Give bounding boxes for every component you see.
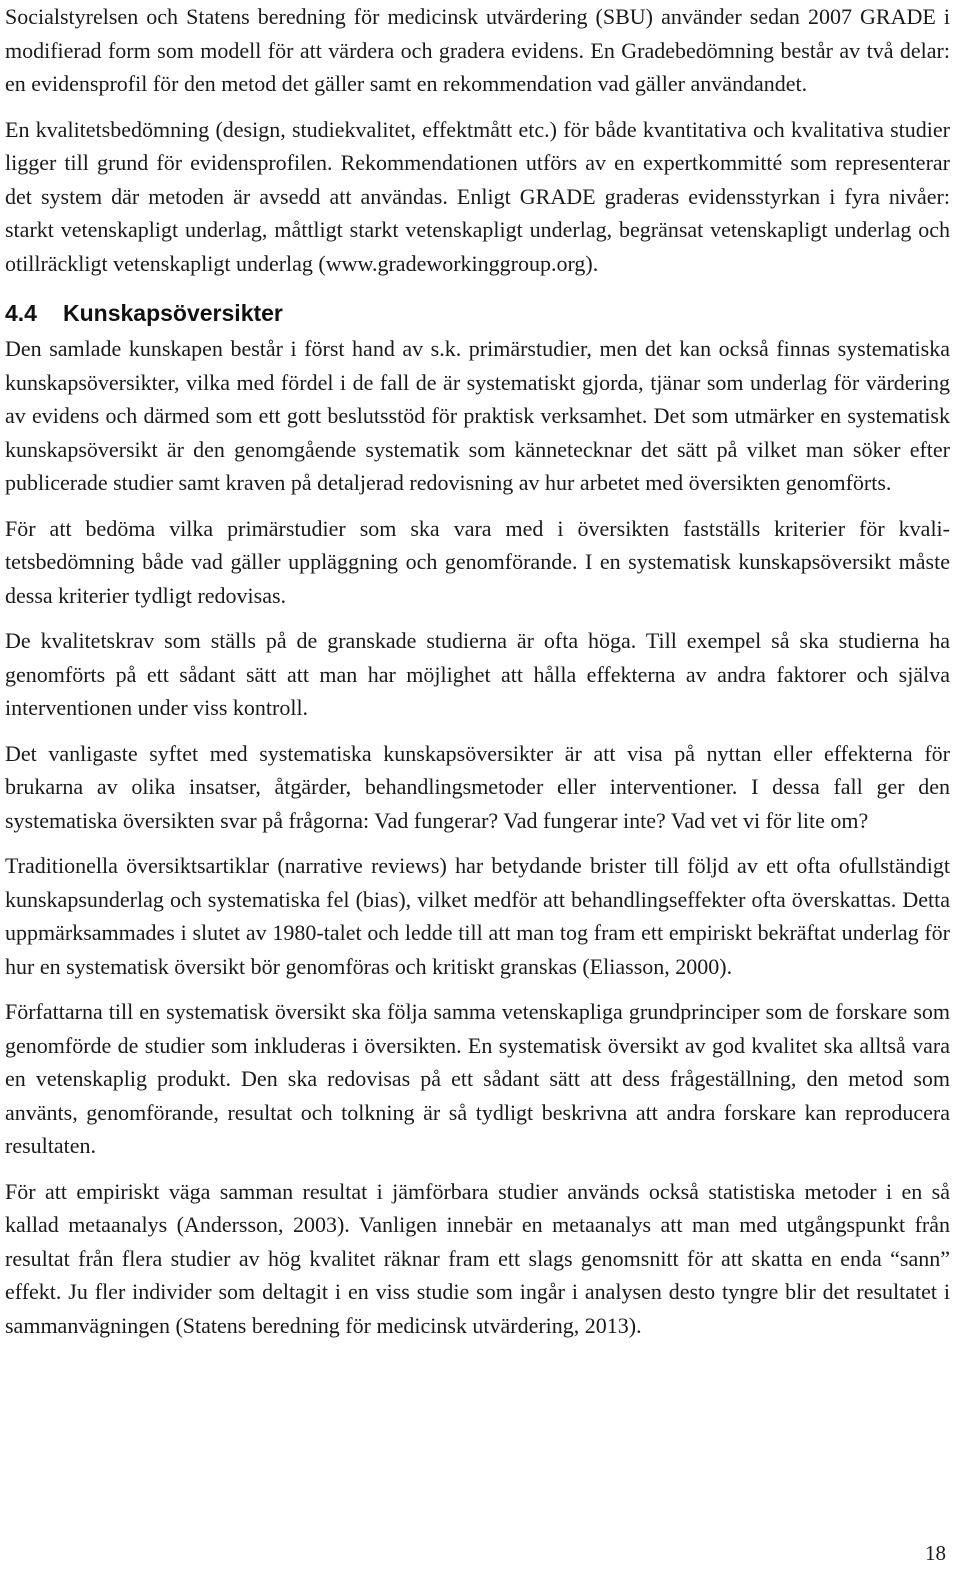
section-heading (5, 298, 950, 328)
paragraph-grade-intro: Socialstyrelsen och Statens beredning för medicinsk utvärdering (SBU) använder sedan 2007 GRADE i modifierad form som modell för att värdera och gradera evidens. En Gradebedömning består av två delar: en evidensprofil för den metod det gäller samt en rekommendation vad gäller användandet. (5, 4, 950, 96)
paragraph-purpose: Det vanligaste syftet med systematiska kunskapsöversikter är att visa på nyttan eller effekterna för brukarna av olika insatser, åtgärder, behandlingsmetoder eller interventioner. I dessa fall ger den systematiska översikten svar på frågorna: Vad fungerar? Vad fungerar inte? Vad vet vi för lite om? (5, 740, 950, 833)
paragraph-primary-studies: För att bedöma vilka primärstudier som ska vara med i översikten fastställs kriterier för kvalitetsbedömning både vad gäller uppläggning och genomförande. I en systematisk kunskapsöversikt måste dessa kriterier tydligt redovisas. (5, 515, 950, 608)
document-page (5, 0, 950, 1342)
paragraph-authors: Författarna till en systematisk översikt ska följa samma vetenskapliga grundprinciper som de forskare som genomförde de studier som inkluderas i översikten. En systematisk översikt av god kvalitet ska alltså vara en vetenskaplig produkt. Den ska redovisas på ett sådant sätt att dess frågeställning, den metod som använts, genomförande, resultat och tolkning är så tydligt beskrivna att andra forskare kan reproducera resultaten. (5, 999, 950, 1158)
section-title: Kunskapsöversikter (63, 300, 283, 326)
section-number: 4.4 (5, 300, 37, 326)
paragraph-quality-requirements: De kvalitetskrav som ställs på de granskade studierna är ofta höga. Till exempel så ska studierna ha genomförts på ett sådant sätt att man har möjlighet att hålla effekterna av andra faktorer och själva interventionen under viss kontroll. (5, 628, 950, 720)
paragraph-narrative-reviews: Traditionella översiktsartiklar (narrative reviews) har betydande brister till följd av ett ofta ofullständigt kunskapsunderlag och systematiska fel (bias), vilket medför att behandlingseffekter ofta överskattas. Detta uppmärksammades i slutet av 1980-talet och ledde till att man tog fram ett empiriskt bekräftat underlag för hur en systematisk översikt bör genomföras och kritiskt granskas (Eliasson, 2000). (5, 853, 950, 979)
paragraph-quality-assessment: En kvalitetsbedömning (design, studiekvalitet, effektmått etc.) för både kvantitativa och kvalitativa studier ligger till grund för evidensprofilen. Rekommendationen utförs av en expertkommitté som representerar det system där metoden är avsedd att användas. Enligt GRADE graderas evidensstyrkan i fyra nivåer: starkt vetenskapligt underlag, måttligt starkt vetenskapligt underlag, begränsat vetenskapligt underlag och otillräckligt vetenskapligt underlag (www.gradeworkinggroup.org). (5, 116, 950, 276)
paragraph-meta-analysis: För att empiriskt väga samman resultat i jämförbara studier används också statistiska metoder i en så kallad metaanalys (Andersson, 2003). Vanligen innebär en metaanalys att man med utgångspunkt från resultat från flera studier av hög kvalitet räknar fram ett slags genomsnitt för att skatta en enda “sann” effekt. Ju fler individer som deltagit i en viss studie som ingår i analysen desto tyngre blir det resultatet i sammanvägningen (Statens beredning för medicinsk utvärdering, 2013). (5, 1178, 950, 1338)
page-number: 18 (925, 1541, 946, 1565)
paragraph-knowledge-base: Den samlade kunskapen består i först hand av s.k. primärstudier, men det kan också finnas systematiska kunskapsöversikter, vilka med fördel i de fall de är systematiskt gjorda, tjänar som underlag för värdering av evidens och därmed som ett gott beslutsstöd för praktisk verksamhet. Det som utmärker en systematisk kunskapsöversikt är den genomgående systematik som kännetecknar det sätt på vilket man söker efter publicerade studier samt kraven på detaljerad redovisning av hur arbetet med översikten genomförts. (5, 336, 950, 495)
